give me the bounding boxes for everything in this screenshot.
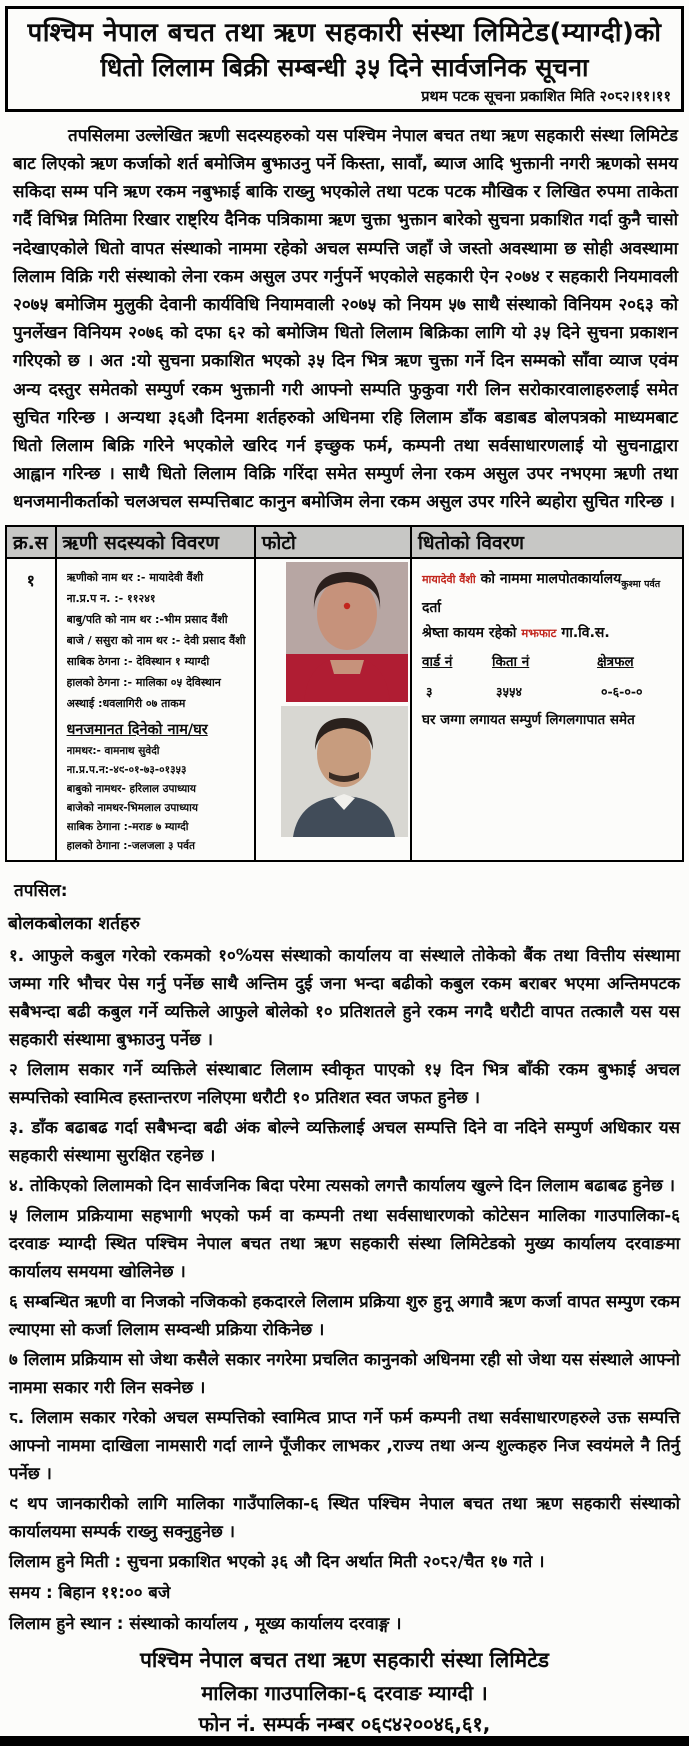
borrower-details-cell (56, 558, 255, 861)
condition-item: ३. डाँक बढाबढ गर्दा सबैभन्दा बढी अंक बोल्ने व्यक्तिलाई अचल सम्पत्ति दिने वा नदिने सम्पुर्ण अधिकार यस सहकारी संस्थामा सुरक्षित रहनेछ । (9, 1116, 680, 1165)
collateral-col-value-ward: ३ (425, 684, 433, 700)
publish-date: प्रथम पटक सूचना प्रकाशित मिति २०८२।११।११ (421, 88, 671, 105)
collateral-vdc-line (422, 621, 676, 646)
collateral-cell (411, 558, 683, 861)
auction-meta-line: समय : बिहान ११:०० बजे (9, 1581, 171, 1602)
notice-title-line1: पश्चिम नेपाल बचत तथा ऋण सहकारी संस्था लिमिटेड(म्याग्दी)को (27, 18, 662, 48)
condition-item: १. आफुले कबुल गरेको रकमको १०%यस संस्थाको कार्यालय वा संस्थाले तोकेको बैंक तथा वित्तीय संस्थामा जम्मा गरि भौचर पेस गर्नु पर्नेछ साथै अन्तिम दुई जना भन्दा बढीको कबुल रकम बराबर भएमा अन्तिमपटक सबैभन्दा बढी कबुल गर्ने व्यक्तिले आफुले बोलेको १० प्रतिशतले हुने रकम नगदै धरौटी वापत तत्कालै यस यस सहकारी संस्थामा बुझाउनु पर्नेछ । (9, 944, 680, 1049)
notice-title-box (5, 6, 684, 112)
photo-stack (258, 562, 408, 837)
photos-cell (255, 558, 411, 861)
borrower-photo (286, 562, 408, 702)
header-serial-number: क्र.स (6, 526, 56, 558)
conditions-list (0, 941, 689, 1545)
condition-item: ६ सम्बन्धित ऋणी वा निजको नजिकको हकदारले लिलाम प्रक्रिया शुरु हुनू अगावै ऋण कर्जा वापत सम्पुण रकम ल्याएमा सो कर्जा लिलाम सम्वन्धी प्रक्रिया रोकिनेछ । (9, 1290, 680, 1339)
condition-item: २ लिलाम सकार गर्ने व्यक्तिले संस्थाबाट लिलाम स्वीकृत पाएको १५ दिन भित्र बाँकी रकम बुझाई अचल सम्पत्तिको स्वामित्व हस्तान्तरण नलिएमा धरौटी १० प्रतिशत स्वत जफत हुनेछ । (9, 1058, 680, 1107)
collateral-intro-mid: को नाममा मालपोतकार्यालय (475, 570, 622, 587)
auction-meta-line: लिलाम हुने स्थान : संस्थाको कार्यालय , मूख्य कार्यालय दरवाङ्ग । (9, 1612, 402, 1633)
borrower-detail-line: अस्थाई :धवलागिरी ०७ ताकम (66, 696, 186, 710)
footer-phone: फोन नं. सम्पर्क नम्बर ०६९४२००४६,६१, (198, 1712, 491, 1737)
collateral-note: घर जग्गा लगायत सम्पुर्ण लिगलगापात समेत (421, 712, 635, 729)
footer-org-name: पश्चिम नेपाल बचत तथा ऋण सहकारी संस्था लिमिटेड (139, 1647, 550, 1672)
guarantor-detail-line: नामथर:- वामनाथ सुवेदी (66, 744, 160, 757)
condition-item: ४. तोकिएको लिलामको दिन सार्वजनिक बिदा परेमा त्यसको लगत्तै कार्यालय खुल्ने दिन लिलाम बढाबढ हुनेछ । (9, 1174, 675, 1195)
guarantor-detail-line: बाबुको नामथर- हरिलाल उपाध्याय (66, 782, 196, 795)
guarantor-detail-lines (67, 742, 252, 856)
condition-item: ५ लिलाम प्रक्रियामा सहभागी भएको फर्म वा कम्पनी तथा सर्वसाधारणको कोटेसन मालिका गाउपालिका-६ दरवाङ म्याग्दी स्थित पश्चिम नेपाल बचत तथा ऋण सहकारी संस्था लिमिटेडको मुख्य कार्यालय दरवाङमा कार्यालय समयमा खोलिनेछ । (9, 1204, 680, 1281)
borrower-detail-line: हालको ठेगना :- मालिका ०५ देविस्थान (66, 675, 221, 689)
guarantor-detail-line: बाजेको नामथर-भिमलाल उपाध्याय (66, 801, 198, 814)
collateral-col-value-kitta: ३५५४ (495, 684, 522, 700)
borrower-detail-line: ना.प्र.प न. :- ११२४१ (66, 591, 156, 605)
collateral-col-header-kitta: किता नं (491, 654, 530, 671)
collateral-columns (422, 650, 676, 706)
guarantor-heading: धनजमानत दिनेको नाम/घर (66, 721, 208, 738)
guarantor-detail-line: साबिक ठेगाना :-मराङ ७ म्याग्दी (66, 820, 189, 833)
borrower-detail-line: बाबु/पति को नाम थर :-भीम प्रसाद वैंशी (66, 612, 228, 626)
vdc-name: मझफाट (521, 626, 557, 641)
borrower-detail-lines (67, 567, 252, 714)
guarantor-detail-line: हालको ठेगाना :-जलजला ३ पर्वत (66, 839, 195, 852)
header-member-details: ऋणी सदस्यको विवरण (56, 526, 255, 558)
borrower-detail-line: ऋणीको नाम थर :- मायादेवी वैंशी (66, 570, 204, 584)
guarantor-detail-line: ना.प्र.प.न:-४९-०१-७३-०१३५३ (66, 763, 187, 776)
condition-item: ८. लिलाम सकार गरेको अचल सम्पत्तिको स्वामित्व प्राप्त गर्ने फर्म कम्पनी तथा सर्वसाधारणहरुले उक्त सम्पत्ति आफ्नो नाममा दाखिला नामसारी गर्दा लाग्ने पूँजीकर लाभकर ,राज्य तथा अन्य शुल्कहरु निज स्वयंमले नै तिर्नु पर्नेछ । (9, 1406, 680, 1483)
collateral-owner-name: मायादेवी वैंशी (421, 572, 476, 586)
auction-meta-lines (0, 1547, 689, 1638)
land-office-location-sub: कुश्मा पर्वत (621, 578, 661, 590)
condition-item: ७ लिलाम प्रक्रियाम सो जेथा कसैले सकार नगरेमा प्रचलित कानुनको अधिनमा रही सो जेथा यस संस्थाले आफ्नो नाममा सकार गरी लिन सक्नेछ । (9, 1348, 680, 1397)
guarantor-photo (281, 706, 408, 837)
bottom-bar (0, 1736, 689, 1746)
notice-body-paragraph: तपसिलमा उल्लेखित ऋणी सदस्यहरुको यस पश्चिम नेपाल बचत तथा ऋण सहकारी संस्था लिमिटेड बाट लिएको ऋण कर्जाको शर्त बमोजिम बुझाउनु पर्ने किस्ता, सावाँ, ब्याज आदि भुक्तानी नगरी ऋणको समय सकिदा सम्म पनि ऋण रकम नबुझाई बाकि राख्नु भएकोले तथा पटक पटक मौखिक र लिखित रुपमा ताकेता गर्दै विभिन्न मितिमा रिखार राष्ट्रिय दैनिक पत्रिकामा ऋण चुक्ता भुक्तान बारेको सुचना प्रकाशित गर्दा कुनै चासो नदेखाएकोले धितो वापत संस्थाको नाममा रहेको अचल सम्पत्ति जहाँ जे जस्तो अवस्थामा छ सोही अवस्थामा लिलाम विक्रि गरी संस्थाको लेना रकम असुल उपर गर्नुपर्ने भएकोले सहकारी ऐन २०७४ र सहकारी नियमावली २०७५ बमोजिम मुलुकी देवानी कार्यविधि नियामवाली २०७५ को नियम ५७ साथै संस्थाको विनियम २०६३ को पुनर्लेखन विनियम २०७६ को दफा ६२ को बमोजिम धितो लिलाम बिक्रिका लागि यो ३५ दिने सुचना प्रकाशन गरिएको छ । अत :यो सुचना प्रकाशित भएको ३५ दिन भित्र ऋण चुक्ता गर्ने दिन सम्मको साँवा व्याज एवंम अन्य दस्तुर समेतको सम्पुर्ण रकम भुक्तानी गरी आफ्नो सम्पति फुकुवा गरी लिन सरोकारवालाहरुलाई समेत सुचित गरिन्छ । अन्यथा ३६औ दिनमा शर्तहरुको अधिनमा रहि लिलाम डाँक बडाबड बोलपत्रको माध्यमबाट धितो लिलाम बिक्रि गरिने भएकोले खरिद गर्न इच्छुक फर्म, कम्पनी तथा सर्वसाधारणलाई यो सुचनाद्वारा आह्वान गरिन्छ । साथै धितो लिलाम विक्रि गरिंदा समेत सम्पुर्ण लेना रकम असुल उपर नभएमा ऋणी तथा धनजमानीकर्ताको चलअचल सम्पत्तिबाट कानुन बमोजिम लेना रकम असुल उपर गरिने ब्यहोरा सुचित गरिन्छ । (13, 125, 678, 513)
auction-meta-line: लिलाम हुने मिती : सुचना प्रकाशित भएको ३६ औ दिन अर्थात मिती २०८२/चैत १७ गते । (9, 1550, 545, 1571)
serial-number-cell: १ (6, 558, 56, 861)
loan-collateral-table (5, 525, 684, 862)
notice-title-line2: धितो लिलाम बिक्री सम्बन्धी ३५ दिने सार्वजनिक सूचना (100, 53, 589, 83)
table-row (6, 558, 683, 861)
collateral-intro-line (422, 567, 676, 622)
collateral-line2-pre: श्रेष्ता कायम रहेको (421, 625, 522, 642)
collateral-col-value-area: ०-६-०-० (600, 684, 643, 700)
header-collateral-details: धितोको विवरण (411, 526, 683, 558)
collateral-intro-tail: दर्ता (421, 600, 442, 617)
collateral-col-header-area: क्षेत्रफल (596, 654, 634, 671)
table-header-row (6, 526, 683, 558)
collateral-line2-post: गा.वि.स. (556, 625, 610, 642)
tapsil-heading: तपसिल: (14, 880, 68, 901)
header-photo: फोटो (255, 526, 411, 558)
borrower-detail-line: साबिक ठेगना :- देविस्थान १ म्याग्दी (66, 654, 210, 668)
condition-item: ९ थप जानकारीको लागि मालिका गाउँपालिका-६ स्थित पश्चिम नेपाल बचत तथा ऋण सहकारी संस्थाको कार्यालयमा सम्पर्क राख्नु सक्नुहुनेछ । (9, 1492, 680, 1541)
footer-address: मालिका गाउपालिका-६ दरवाङ म्याग्दी । (201, 1681, 488, 1706)
footer (0, 1644, 689, 1742)
collateral-col-header-ward: वार्ड नं (421, 654, 453, 671)
terms-heading: बोलकबोलका शर्तहरु (8, 913, 140, 934)
borrower-detail-line: बाजे / ससुरा को नाम थर :- देवी प्रसाद वैंशी (66, 633, 246, 647)
